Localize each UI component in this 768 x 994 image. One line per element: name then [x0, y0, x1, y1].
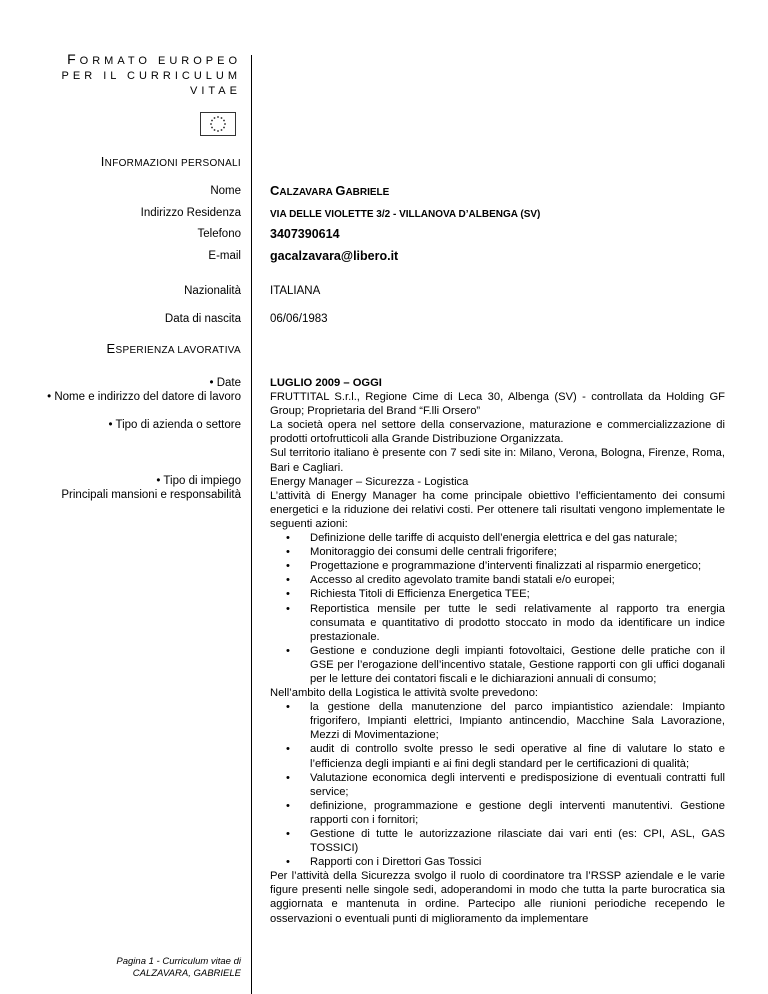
birthdate-label: Data di nascita	[164, 313, 241, 325]
birthdate-value: 06/06/1983	[270, 313, 328, 325]
email-label: E-mail	[208, 250, 241, 262]
logistics-list	[270, 700, 725, 869]
duties-label: Principali mansioni e responsabilità	[61, 489, 241, 501]
list-item: • Reportistica mensile per tutte le sedi relativamente al rapporto tra energia consumata e quantitativo di prodotto stoccato in modo da identificare un indice prestazionale.	[310, 602, 725, 644]
list-item: • la gestione della manutenzione del parco impiantistico aziendale: Impianto frigorifero, Impianti elettrici, Impianto antincendio, Macchine Sala Lavorazione, Mezzi di Movimentazione;	[310, 700, 725, 742]
sector-label: • Tipo di azienda o settore	[108, 419, 241, 431]
list-item: • Richiesta Titoli di Efficienza Energetica TEE;	[310, 587, 725, 601]
nationality-label: Nazionalità	[184, 285, 241, 297]
email-value: gacalzavara@libero.it	[270, 249, 399, 263]
page-footer: Pagina 1 - Curriculum vitae di CALZAVARA, GABRIELE	[116, 956, 241, 979]
phone-value: 3407390614	[270, 227, 340, 241]
list-item: • Valutazione economica degli interventi e predisposizione di eventuali contratti full service;	[310, 771, 725, 799]
list-item: • Monitoraggio dei consumi delle centrali frigorifere;	[310, 545, 725, 559]
phone-label: Telefono	[197, 228, 241, 240]
address-label: Indirizzo Residenza	[140, 207, 241, 219]
list-item: • Gestione di tutte le autorizzazione rilasciate dai vari enti (es: CPI, ASL, GAS TOSSICI)	[310, 827, 725, 855]
cv-title: FORMATO EUROPEO PER IL CURRICULUM VITAE	[61, 51, 241, 97]
list-item: • Gestione e conduzione degli impianti fotovoltaici, Gestione delle pratiche con il GSE per l’erogazione dell’incentivo statale, Gestione rapporti con gli uffici doganali per le letture dei contatori fiscali e le dichiarazioni annuali di consumo;	[310, 644, 725, 686]
energy-intro: L’attività di Energy Manager ha come principale obiettivo l’efficientamento dei consumi energetici e la riduzione dei relativi costi. Per ottenere tali risultati vengono implementate le seguenti azioni:	[270, 489, 725, 530]
logistics-intro: Nell’ambito della Logistica le attività svolte prevedono:	[270, 687, 539, 700]
job-type-label: • Tipo di impiego	[156, 475, 241, 487]
sector-value: La società opera nel settore della conservazione, maturazione e commercializzazione di prodotti ortofrutticoli alla Grande Distribuzione Organizzata.	[270, 419, 725, 446]
job-type-value: Energy Manager – Sicurezza - Logistica	[270, 475, 469, 488]
list-item: • definizione, programmazione e gestione degli interventi manutentivi. Gestione rapporti con i fornitori;	[310, 799, 725, 827]
section-personal-info: INFORMAZIONI PERSONALI	[100, 154, 241, 169]
name-label: Nome	[210, 185, 241, 197]
date-label: • Date	[209, 377, 241, 389]
list-item: • audit di controllo svolte presso le sedi operative al fine di valutare lo stato e l’efficienza degli impianti e ai fini degli standard per le certificazioni di qualità;	[310, 742, 725, 770]
employer-value: FRUTTITAL S.r.l., Regione Cime di Leca 30, Albenga (SV) - controllata da Holding GF Group; Proprietaria del Brand “F.lli Orsero”	[270, 391, 725, 418]
list-item: • Progettazione e programmazione d’interventi finalizzati al risparmio energetico;	[310, 559, 725, 573]
name-value: CALZAVARA GABRIELE	[270, 183, 390, 198]
vertical-divider	[251, 55, 252, 994]
energy-list	[270, 531, 725, 686]
section-work-experience: ESPERIENZA LAVORATIVA	[106, 341, 241, 356]
date-value: LUGLIO 2009 – OGGI	[270, 377, 382, 389]
experience-body	[270, 376, 725, 926]
list-item: • Accesso al credito agevolato tramite bandi statali e/o europei;	[310, 573, 725, 587]
address-value: VIA DELLE VIOLETTE 3/2 - VILLANOVA D’ALBENGA (SV)	[270, 209, 541, 220]
employer-label: • Nome e indirizzo del datore di lavoro	[47, 391, 241, 403]
nationality-value: ITALIANA	[270, 285, 321, 297]
eu-flag-icon	[200, 112, 236, 136]
list-item: • Rapporti con i Direttori Gas Tossici	[310, 855, 725, 869]
sector-sites: Sul territorio italiano è presente con 7 sedi site in: Milano, Verona, Bologna, Firenze, Roma, Bari e Cagliari.	[270, 447, 725, 474]
safety-text: Per l’attività della Sicurezza svolgo il ruolo di coordinatore tra l’RSSP aziendale e le varie figure presenti nelle singole sedi, adoperandomi in modo che tutta la parte burocratica sia aggiornata e mantenuta in ordine. Partecipo alle riunioni periodiche recependo le osservazioni o eventuali punti di miglioramento da implementare	[270, 870, 725, 925]
list-item: • Definizione delle tariffe di acquisto dell’energia elettrica e del gas naturale;	[310, 531, 725, 545]
